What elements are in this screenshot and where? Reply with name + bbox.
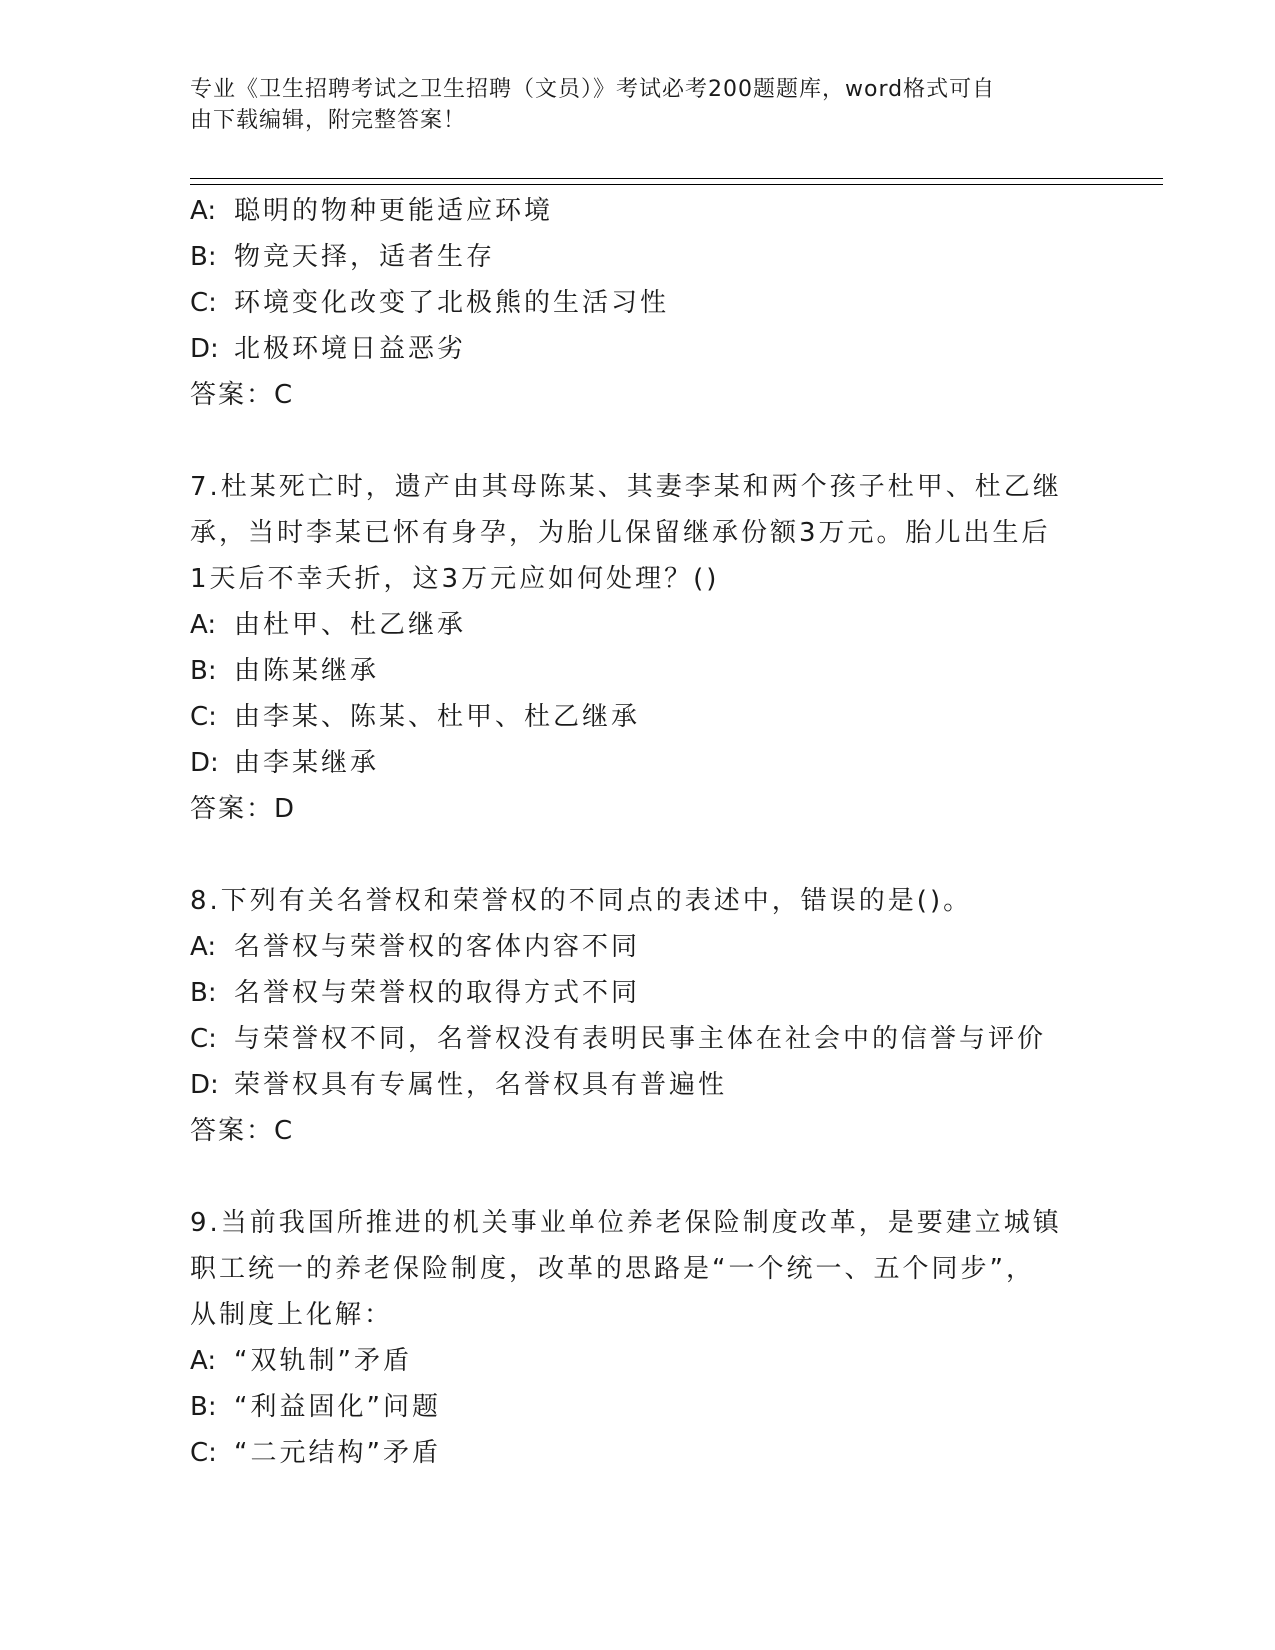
option-text: 由杜甲、杜乙继承	[234, 610, 467, 640]
option-b	[190, 234, 1090, 280]
question-7	[190, 464, 1090, 832]
question-text-line: 职工统一的养老保险制度，改革的思路是“一个统一、五个同步”，	[190, 1254, 1035, 1284]
option-text: 环境变化改变了北极熊的生活习性	[234, 288, 670, 318]
option-c	[190, 1016, 1090, 1062]
option-letter: C:	[190, 1024, 217, 1054]
option-c	[190, 1430, 1090, 1476]
question-text-line: 从制度上化解：	[190, 1300, 394, 1330]
option-a	[190, 924, 1090, 970]
option-b	[190, 970, 1090, 1016]
option-letter: D:	[190, 1070, 219, 1100]
option-text: 与荣誉权不同，名誉权没有表明民事主体在社会中的信誉与评价	[234, 1024, 1047, 1054]
question-text-line: 1天后不幸夭折，这3万元应如何处理？()	[190, 564, 720, 594]
option-text: 名誉权与荣誉权的取得方式不同	[234, 978, 641, 1008]
option-letter: C:	[190, 702, 217, 732]
question-9	[190, 1200, 1090, 1476]
option-text: 由陈某继承	[234, 656, 380, 686]
option-text: 物竞天择，适者生存	[234, 242, 496, 272]
header-divider-bottom	[190, 184, 1163, 185]
spacer	[190, 418, 1090, 464]
option-c	[190, 694, 1090, 740]
option-letter: B:	[190, 656, 217, 686]
option-text: 聪明的物种更能适应环境	[234, 196, 554, 226]
option-letter: B:	[190, 242, 217, 272]
question-text-line: 8.下列有关名誉权和荣誉权的不同点的表述中，错误的是()。	[190, 886, 973, 916]
answer-line: 答案：C	[190, 1116, 295, 1146]
option-letter: A:	[190, 1346, 217, 1376]
option-d	[190, 1062, 1090, 1108]
answer-line: 答案：D	[190, 794, 297, 824]
option-letter: A:	[190, 932, 217, 962]
option-letter: D:	[190, 748, 219, 778]
header-line-1: 专业《卫生招聘考试之卫生招聘（文员）》考试必考200题题库，word格式可自	[190, 77, 996, 102]
question-list	[190, 188, 1090, 1476]
option-letter: A:	[190, 196, 217, 226]
header-divider-top	[190, 178, 1163, 179]
option-text: 由李某、陈某、杜甲、杜乙继承	[234, 702, 641, 732]
option-text: 荣誉权具有专属性，名誉权具有普遍性	[234, 1070, 728, 1100]
question-text-line: 9.当前我国所推进的机关事业单位养老保险制度改革，是要建立城镇	[190, 1208, 1062, 1238]
spacer	[190, 1154, 1090, 1200]
option-letter: C:	[190, 1438, 217, 1468]
question-text-line: 承，当时李某已怀有身孕，为胎儿保留继承份额3万元。胎儿出生后	[190, 518, 1051, 548]
header-line-2: 由下载编辑，附完整答案！	[190, 108, 467, 133]
option-text: 北极环境日益恶劣	[234, 334, 467, 364]
spacer	[190, 832, 1090, 878]
option-a	[190, 1338, 1090, 1384]
question-6	[190, 188, 1090, 418]
option-a	[190, 188, 1090, 234]
option-text: 由李某继承	[234, 748, 380, 778]
question-text-line: 7.杜某死亡时，遗产由其母陈某、其妻李某和两个孩子杜甲、杜乙继	[190, 472, 1062, 502]
option-letter: B:	[190, 978, 217, 1008]
option-letter: A:	[190, 610, 217, 640]
option-letter: B:	[190, 1392, 217, 1422]
option-d	[190, 740, 1090, 786]
option-c	[190, 280, 1090, 326]
option-letter: D:	[190, 334, 219, 364]
option-text: “二元结构”矛盾	[234, 1438, 441, 1468]
option-text: “双轨制”矛盾	[234, 1346, 412, 1376]
answer-line: 答案：C	[190, 380, 295, 410]
option-b	[190, 648, 1090, 694]
option-letter: C:	[190, 288, 217, 318]
option-d	[190, 326, 1090, 372]
question-8	[190, 878, 1090, 1154]
option-text: 名誉权与荣誉权的客体内容不同	[234, 932, 641, 962]
option-b	[190, 1384, 1090, 1430]
option-text: “利益固化”问题	[234, 1392, 441, 1422]
document-header	[190, 74, 1070, 136]
option-a	[190, 602, 1090, 648]
